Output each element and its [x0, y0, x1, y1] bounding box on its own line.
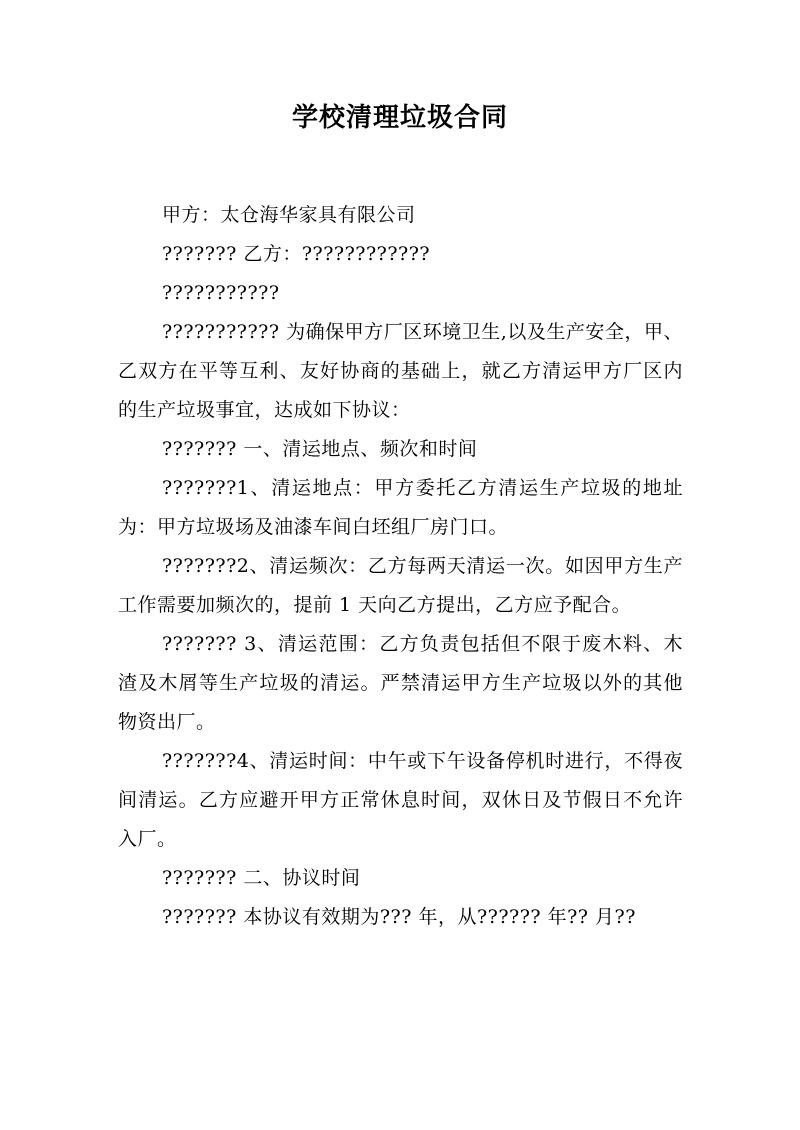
- clause-2-1: ??????? 本协议有效期为??? 年，从?????? 年?? 月??: [162, 906, 636, 928]
- document-title: 学校清理垃圾合同: [291, 103, 508, 133]
- paragraph-party-b: ??????? 乙方：????????????: [162, 243, 431, 265]
- clause-1-1: ???????1、清运地点：甲方委托乙方清运生产垃圾的地址为：甲方垃圾场及油漆车间白坯组厂房门口。: [118, 477, 683, 538]
- clause-1-2: ???????2、清运频次：乙方每两天清运一次。如因甲方生产工作需要加频次的，提前 1 天向乙方提出，乙方应予配合。: [118, 555, 683, 616]
- section-heading-2: ??????? 二、协议时间: [162, 867, 361, 889]
- paragraph-party-a: 甲方：太仓海华家具有限公司: [162, 204, 416, 226]
- clause-1-4: ???????4、清运时间：中午或下午设备停机时进行，不得夜间清运。乙方应避开甲方正常休息时间，双休日及节假日不允许入厂。: [118, 750, 683, 850]
- document-body: [118, 196, 683, 937]
- section-heading-1: ??????? 一、清运地点、频次和时间: [162, 438, 478, 460]
- paragraph-preamble: ??????????? 为确保甲方厂区环境卫生,以及生产安全，甲、乙双方在平等互利、友好协商的基础上，就乙方清运甲方厂区内的生产垃圾事宜，达成如下协议：: [118, 321, 683, 421]
- clause-1-3: ??????? 3、清运范围：乙方负责包括但不限于废木料、木渣及木屑等生产垃圾的清运。严禁清运甲方生产垃圾以外的其他物资出厂。: [118, 633, 683, 733]
- paragraph-placeholder: ???????????: [162, 282, 280, 304]
